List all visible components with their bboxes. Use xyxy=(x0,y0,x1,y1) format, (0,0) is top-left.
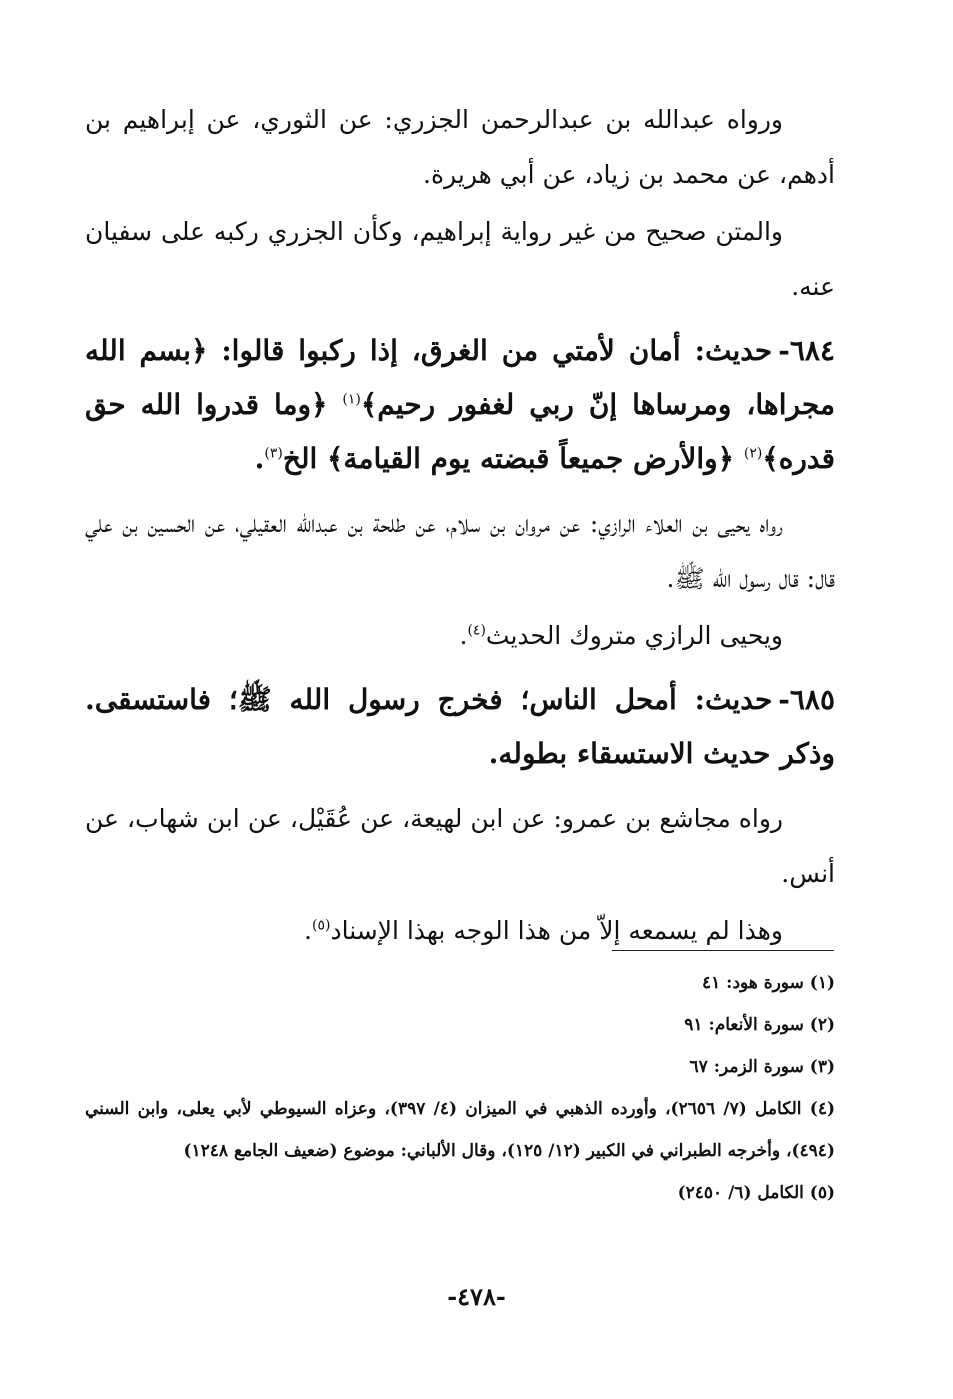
paragraph: رواه يحيى بن العلاء الرازي: عن مروان بن سلام، عن طلحة بن عبدالله العقيلي، عن الحسين بن علي قال: قال رسول الله ﷺ. xyxy=(85,509,835,593)
hadith-number: ٦٨٤- xyxy=(778,334,835,367)
footnotes xyxy=(85,962,835,1214)
paragraph: ورواه عبدالله بن عبدالرحمن الجزري: عن الثوري، عن إبراهيم بن أدهم، عن محمد بن زياد، عن أبي هريرة. xyxy=(85,105,835,189)
footnote: (٢) سورة الأنعام: ٩١ xyxy=(684,1015,835,1035)
hadith-685 xyxy=(85,673,835,781)
hadith-text: حديث: أمحل الناس؛ فخرج رسول الله ﷺ؛ فاستسقى. وذكر حديث الاستسقاء بطوله. xyxy=(85,683,835,770)
footnote: (٥) الكامل (٦/ ٢٤٥٠) xyxy=(677,1183,835,1203)
page-number: -٤٧٨- xyxy=(447,1282,506,1311)
footnote: (٣) سورة الزمر: ٦٧ xyxy=(689,1057,835,1077)
paragraph-end: . xyxy=(459,621,468,650)
footnote-ref[interactable]: (٥) xyxy=(311,917,331,934)
footnote-ref[interactable]: (١) xyxy=(342,391,361,408)
paragraph: رواه مجاشع بن عمرو: عن ابن لهيعة، عن عُقَيْل، عن ابن شهاب، عن أنس. xyxy=(85,804,835,888)
paragraph-text: وهذا لم يسمعه إلاّ من هذا الوجه بهذا الإسناد xyxy=(330,916,783,945)
hadith-text: ﴿وما قدروا الله حق قدره﴾ xyxy=(85,388,835,475)
hadith-684 xyxy=(85,324,835,486)
footnote-divider xyxy=(612,950,834,951)
paragraph-end: . xyxy=(304,916,312,945)
footnote-ref[interactable]: (٢) xyxy=(743,445,763,462)
footnote-ref[interactable]: (٤) xyxy=(467,622,486,639)
paragraph: والمتن صحيح من غير رواية إبراهيم، وكأن الجزري ركبه على سفيان عنه. xyxy=(85,217,835,301)
footnote-ref[interactable]: (٣) xyxy=(264,445,283,462)
hadith-text: ﴿والأرض جميعاً قبضته يوم القيامة﴾ الخ xyxy=(282,442,744,475)
hadith-end: . xyxy=(254,442,265,475)
footnote: (٤) الكامل (٧/ ٢٦٥٦)، وأورده الذهبي في الميزان (٤/ ٣٩٧)، وعزاه السيوطي لأبي يعلى، وابن السني (٤٩٤)، وأخرجه الطبراني في الكبير (١٢/ ١٢٥)، وقال الألباني: موضوع (ضعيف الجامع ١٢٤٨) xyxy=(85,1099,835,1161)
paragraph-text: ويحيى الرازي متروك الحديث xyxy=(485,621,783,650)
footnote: (١) سورة هود: ٤١ xyxy=(702,973,835,993)
hadith-text: حديث: أمان لأمتي من الغرق، إذا ركبوا قالوا: ﴿بسم الله مجراها، ومرساها إنّ ربي لغفور رحيم﴾ xyxy=(85,334,836,421)
paragraph xyxy=(85,608,835,663)
main-text xyxy=(85,92,835,960)
hadith-number: ٦٨٥- xyxy=(778,683,835,716)
